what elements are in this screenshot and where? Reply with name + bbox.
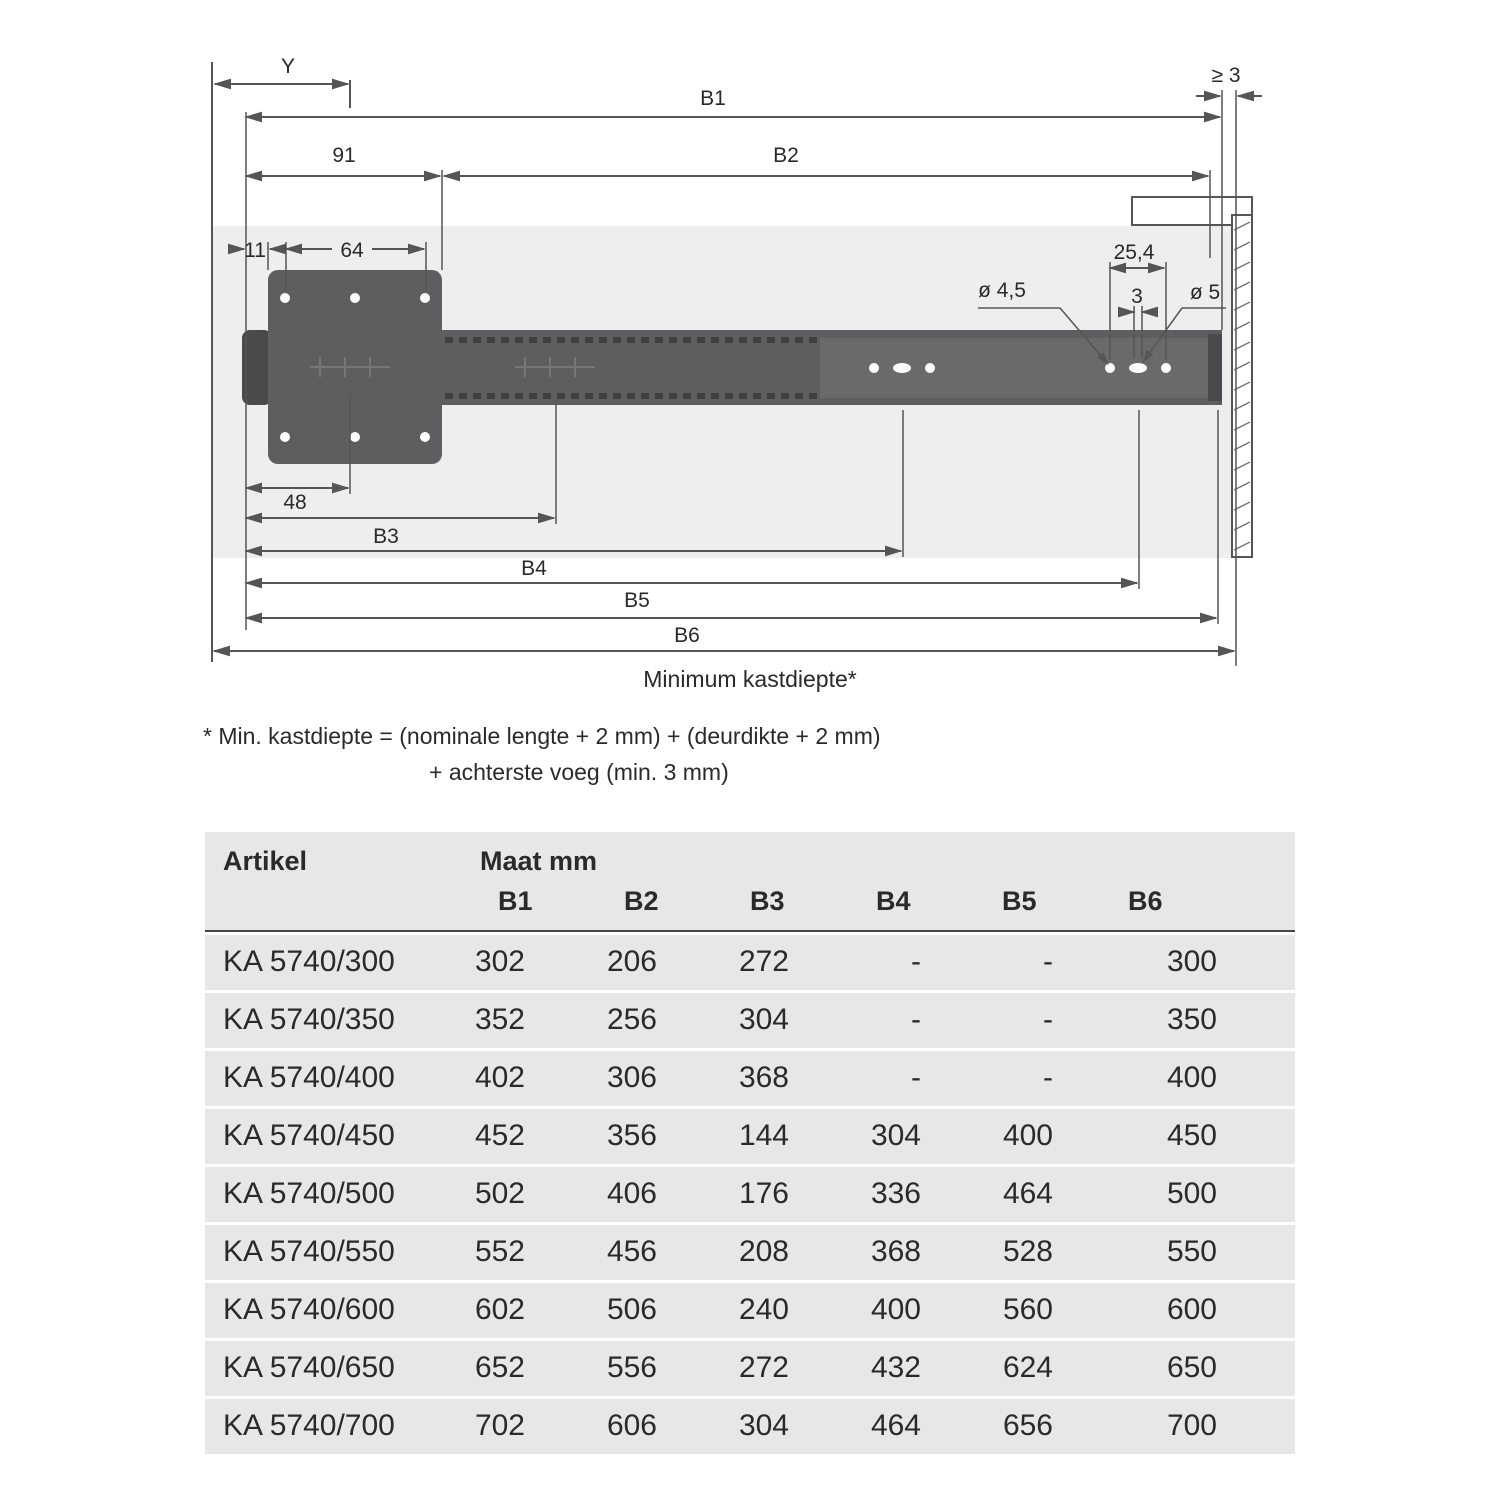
table-row xyxy=(205,993,1295,1048)
value-cell: - xyxy=(1043,1003,1053,1036)
value-cell: 650 xyxy=(1166,1351,1217,1384)
table-row xyxy=(205,1051,1295,1106)
plate-hole xyxy=(280,432,290,442)
article-cell: KA 5740/500 xyxy=(223,1177,395,1210)
plate-hole xyxy=(420,432,430,442)
table-row xyxy=(205,1283,1295,1338)
article-cell: KA 5740/400 xyxy=(223,1061,395,1094)
header-b1: B1 xyxy=(498,886,533,916)
table-row xyxy=(205,1399,1295,1454)
value-cell: - xyxy=(911,1003,921,1036)
hole xyxy=(925,363,935,373)
value-cell: 606 xyxy=(606,1409,657,1442)
header-b5: B5 xyxy=(1002,886,1037,916)
value-cell: 302 xyxy=(474,945,525,978)
label-b4: B4 xyxy=(521,557,547,580)
value-cell: 304 xyxy=(870,1119,921,1152)
value-cell: 208 xyxy=(738,1235,789,1268)
footnote-line-2: + achterste voeg (min. 3 mm) xyxy=(429,759,729,785)
value-cell: 304 xyxy=(738,1409,789,1442)
label-64: 64 xyxy=(340,239,364,262)
table-row xyxy=(205,1167,1295,1222)
plate-hole xyxy=(420,293,430,303)
value-cell: 400 xyxy=(1166,1061,1217,1094)
value-cell: 456 xyxy=(606,1235,657,1268)
article-cell: KA 5740/600 xyxy=(223,1293,395,1326)
value-cell: 240 xyxy=(738,1293,789,1326)
value-cell: 304 xyxy=(738,1003,789,1036)
value-cell: 356 xyxy=(606,1119,657,1152)
label-dia-5: ø 5 xyxy=(1189,281,1221,304)
table-header xyxy=(205,832,1295,932)
value-cell: 272 xyxy=(738,945,789,978)
label-y: Y xyxy=(280,55,296,78)
slide-rail-inner xyxy=(820,338,1220,398)
footnote xyxy=(203,718,881,790)
article-cell: KA 5740/550 xyxy=(223,1235,395,1268)
value-cell: 550 xyxy=(1166,1235,1217,1268)
footnote-line-1: * Min. kastdiepte = (nominale lengte + 2 mm) + (deurdikte + 2 mm) xyxy=(203,723,881,749)
value-cell: 528 xyxy=(1002,1235,1053,1268)
header-b3: B3 xyxy=(750,886,785,916)
value-cell: 256 xyxy=(606,1003,657,1036)
header-b6: B6 xyxy=(1128,886,1163,916)
label-48: 48 xyxy=(283,491,307,514)
label-3: 3 xyxy=(1131,285,1143,308)
value-cell: 144 xyxy=(738,1119,789,1152)
header-b2: B2 xyxy=(624,886,659,916)
value-cell: - xyxy=(1043,945,1053,978)
table-row xyxy=(205,1225,1295,1280)
value-cell: 500 xyxy=(1166,1177,1217,1210)
label-91: 91 xyxy=(332,144,356,167)
value-cell: 306 xyxy=(606,1061,657,1094)
hole xyxy=(869,363,879,373)
header-size: Maat mm xyxy=(480,846,598,876)
plate-hole xyxy=(350,432,360,442)
article-cell: KA 5740/350 xyxy=(223,1003,395,1036)
value-cell: 402 xyxy=(474,1061,525,1094)
label-b6: B6 xyxy=(674,624,700,647)
slot-hole xyxy=(893,363,911,373)
value-cell: 352 xyxy=(474,1003,525,1036)
value-cell: 552 xyxy=(474,1235,525,1268)
article-cell: KA 5740/650 xyxy=(223,1351,395,1384)
value-cell: 556 xyxy=(606,1351,657,1384)
value-cell: 464 xyxy=(1002,1177,1053,1210)
value-cell: 624 xyxy=(1002,1351,1053,1384)
value-cell: 272 xyxy=(738,1351,789,1384)
value-cell: - xyxy=(911,1061,921,1094)
value-cell: 452 xyxy=(474,1119,525,1152)
value-cell: 600 xyxy=(1166,1293,1217,1326)
value-cell: 502 xyxy=(474,1177,525,1210)
article-cell: KA 5740/450 xyxy=(223,1119,395,1152)
label-25-4: 25,4 xyxy=(1113,241,1155,264)
article-cell: KA 5740/300 xyxy=(223,945,395,978)
value-cell: 506 xyxy=(606,1293,657,1326)
article-cell: KA 5740/700 xyxy=(223,1409,395,1442)
hole xyxy=(1161,363,1171,373)
plate-hole xyxy=(350,293,360,303)
value-cell: 336 xyxy=(870,1177,921,1210)
table-row xyxy=(205,1109,1295,1164)
slide-rail-end xyxy=(1208,334,1222,401)
value-cell: 300 xyxy=(1166,945,1217,978)
value-cell: 656 xyxy=(1002,1409,1053,1442)
value-cell: 602 xyxy=(474,1293,525,1326)
table-row xyxy=(205,935,1295,990)
value-cell: 350 xyxy=(1166,1003,1217,1036)
value-cell: - xyxy=(911,945,921,978)
label-11: 11 xyxy=(244,239,266,262)
label-b1: B1 xyxy=(700,87,726,110)
header-article: Artikel xyxy=(223,846,308,876)
label-b3: B3 xyxy=(373,525,399,548)
value-cell: 432 xyxy=(870,1351,921,1384)
value-cell: 368 xyxy=(870,1235,921,1268)
table-body xyxy=(205,935,1295,1454)
value-cell: 652 xyxy=(474,1351,525,1384)
hole xyxy=(1105,363,1115,373)
dimension-table xyxy=(205,832,1295,1454)
min-depth-caption: Minimum kastdiepte* xyxy=(643,666,857,692)
slot-hole xyxy=(1129,363,1147,373)
value-cell: 406 xyxy=(606,1177,657,1210)
value-cell: 560 xyxy=(1002,1293,1053,1326)
value-cell: 450 xyxy=(1166,1119,1217,1152)
value-cell: - xyxy=(1043,1061,1053,1094)
value-cell: 206 xyxy=(606,945,657,978)
value-cell: 400 xyxy=(870,1293,921,1326)
label-b5: B5 xyxy=(624,589,650,612)
header-b4: B4 xyxy=(876,886,911,916)
value-cell: 702 xyxy=(474,1409,525,1442)
label-b2: B2 xyxy=(773,144,799,167)
label-dia-4-5: ø 4,5 xyxy=(978,279,1026,302)
value-cell: 368 xyxy=(738,1061,789,1094)
value-cell: 700 xyxy=(1166,1409,1217,1442)
plate-hole xyxy=(280,293,290,303)
value-cell: 400 xyxy=(1002,1119,1053,1152)
value-cell: 464 xyxy=(870,1409,921,1442)
label-ge3: ≥ 3 xyxy=(1211,64,1241,87)
table-row xyxy=(205,1341,1295,1396)
value-cell: 176 xyxy=(738,1177,789,1210)
